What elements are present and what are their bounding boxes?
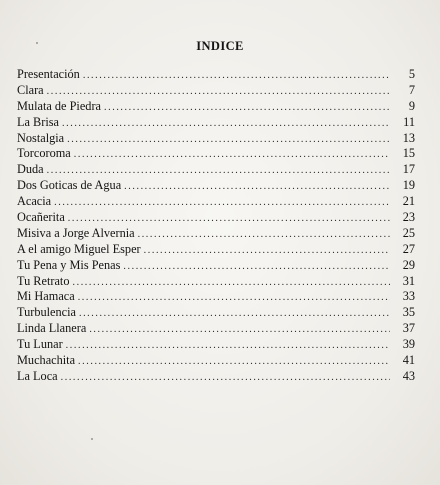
toc-entry xyxy=(17,226,415,242)
toc-entry-title: Acacia xyxy=(17,194,52,209)
toc-dot-leader xyxy=(54,195,390,211)
toc-entry xyxy=(17,274,415,290)
toc-entry-title: Turbulencia xyxy=(17,305,76,320)
toc-entry-page: 19 xyxy=(402,178,415,193)
toc-entry-title: Dos Goticas de Agua xyxy=(17,178,122,193)
toc-dot-leader xyxy=(66,338,390,354)
toc-entry xyxy=(17,162,415,178)
toc-entry xyxy=(17,258,415,274)
paper-speck xyxy=(91,438,93,440)
toc-dot-leader xyxy=(67,132,390,148)
toc-dot-leader xyxy=(104,100,390,116)
toc-entry xyxy=(17,305,415,321)
toc-dot-leader xyxy=(47,84,390,100)
index-title: INDICE xyxy=(196,39,244,53)
toc-entry-title: La Brisa xyxy=(17,114,60,129)
toc-entry xyxy=(17,131,415,147)
toc-entry-title: Muchachita xyxy=(17,353,76,368)
toc-entry-page: 33 xyxy=(402,289,415,304)
toc-entry-page: 37 xyxy=(402,321,415,336)
toc-entry-title: Duda xyxy=(17,162,44,177)
toc-dot-leader xyxy=(124,179,390,195)
toc-entry xyxy=(17,321,415,337)
toc-entry-title: Mulata de Piedra xyxy=(17,98,102,113)
toc-dot-leader xyxy=(79,306,390,322)
toc-dot-leader xyxy=(73,275,391,291)
toc-entry xyxy=(17,194,415,210)
toc-entry xyxy=(17,242,415,258)
toc-entry-title: Misiva a Jorge Alvernia xyxy=(17,225,135,240)
toc-entry xyxy=(17,146,415,162)
toc-entry-page: 27 xyxy=(402,241,415,256)
toc-dot-leader xyxy=(89,322,390,338)
toc-dot-leader xyxy=(144,243,390,259)
toc-entry-title: Clara xyxy=(17,82,44,97)
toc-dot-leader xyxy=(123,259,390,275)
toc-entry-page: 15 xyxy=(402,146,415,161)
toc-entry-title: Tu Retrato xyxy=(17,273,70,288)
toc-entry-title: La Loca xyxy=(17,368,58,383)
toc-dot-leader xyxy=(68,211,390,227)
toc-entry-page: 17 xyxy=(402,162,415,177)
table-of-contents xyxy=(17,67,415,385)
toc-entry-page: 41 xyxy=(402,353,415,368)
toc-entry-page: 9 xyxy=(408,98,415,113)
toc-entry-title: Torcoroma xyxy=(17,146,71,161)
toc-entry xyxy=(17,210,415,226)
toc-entry-page: 13 xyxy=(402,130,415,145)
toc-entry xyxy=(17,99,415,115)
toc-entry-title: A el amigo Miguel Esper xyxy=(17,241,141,256)
toc-dot-leader xyxy=(62,116,390,132)
toc-entry-title: Nostalgia xyxy=(17,130,65,145)
toc-dot-leader xyxy=(78,354,390,370)
toc-entry-page: 39 xyxy=(402,337,415,352)
toc-entry-page: 25 xyxy=(402,225,415,240)
toc-entry xyxy=(17,337,415,353)
toc-entry xyxy=(17,115,415,131)
toc-dot-leader xyxy=(138,227,390,243)
toc-entry xyxy=(17,353,415,369)
toc-dot-leader xyxy=(61,370,390,386)
toc-dot-leader xyxy=(83,68,390,84)
toc-dot-leader xyxy=(74,147,390,163)
toc-entry-page: 5 xyxy=(408,67,415,81)
toc-entry xyxy=(17,83,415,99)
toc-entry-page: 31 xyxy=(402,273,415,288)
toc-entry-page: 21 xyxy=(402,194,415,209)
toc-dot-leader xyxy=(78,290,390,306)
toc-entry-page: 43 xyxy=(402,368,415,383)
toc-entry-page: 29 xyxy=(402,257,415,272)
toc-entry-title: Ocañerita xyxy=(17,210,65,225)
toc-dot-leader xyxy=(47,163,390,179)
toc-entry-title: Linda Llanera xyxy=(17,321,87,336)
toc-entry-title: Tu Lunar xyxy=(17,337,63,352)
toc-entry-title: Mi Hamaca xyxy=(17,289,75,304)
toc-entry xyxy=(17,67,415,83)
toc-entry-page: 35 xyxy=(402,305,415,320)
toc-entry xyxy=(17,178,415,194)
toc-entry xyxy=(17,289,415,305)
toc-entry-title: Presentación xyxy=(17,67,80,81)
toc-entry-title: Tu Pena y Mis Penas xyxy=(17,257,121,272)
toc-entry-page: 7 xyxy=(408,82,415,97)
toc-entry-page: 11 xyxy=(403,114,415,129)
toc-entry-page: 23 xyxy=(402,210,415,225)
toc-entry xyxy=(17,369,415,385)
